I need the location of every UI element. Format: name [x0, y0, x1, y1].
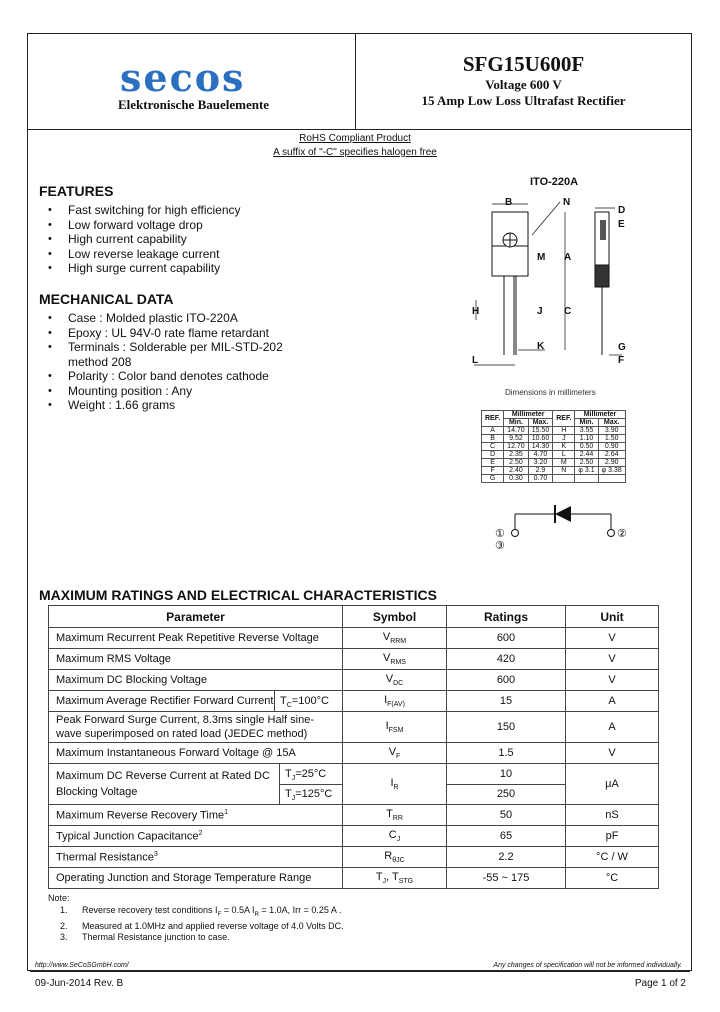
table-row: Maximum RMS Voltage $V_{RMS}$ 420 V	[49, 649, 659, 670]
dim-label-f: F	[618, 355, 625, 366]
list-item: • High surge current capability	[48, 261, 241, 276]
pin-2-label: ②	[617, 528, 627, 540]
dim-label-b: B	[505, 197, 513, 208]
list-item: • Epoxy : UL 94V-0 rate flame retardant	[48, 326, 308, 341]
table-row: B 9.52 10.60 J 1.10 1.50	[482, 435, 626, 443]
company-logo: secos	[120, 55, 246, 100]
table-row: C 12.70 14.30 K 0.50 0.90	[482, 443, 626, 451]
list-item: • Fast switching for high efficiency	[48, 203, 241, 218]
footer-page: Page 1 of 2	[634, 978, 686, 989]
features-list	[48, 203, 241, 276]
dim-label-j: J	[537, 306, 543, 317]
table-row: Thermal Resistance$^3$ $R_{\theta JC}$ 2.2 °C / W	[49, 847, 659, 868]
dim-label-d: D	[618, 205, 626, 216]
mechanical-list	[48, 311, 308, 413]
dim-label-a: A	[564, 252, 572, 263]
note-item: 1. Reverse recovery test conditions $I_F = 0.5A$ $I_R = 1.0A$, Irr = 0.25 A .	[60, 904, 342, 918]
dim-label-l: L	[472, 355, 479, 366]
footer-disclaimer: Any changes of specification will not be informed individually.	[493, 962, 682, 969]
list-item: • Case : Molded plastic ITO-220A	[48, 311, 308, 326]
table-row: Maximum DC Blocking Voltage $V_{DC}$ 600 V	[49, 670, 659, 691]
dim-label-e: E	[618, 219, 625, 230]
note-item: 3. Thermal Resistance junction to case.	[60, 932, 230, 943]
pin-3-label: ③	[495, 540, 505, 552]
notes: Note: 1. Reverse recovery test conditions $I_F = 0.5A$ $I_R = 1.0A$, Irr = 0.25 A . 2. Measured at 1.0MHz and applied reverse voltage of 4.0 Volts DC. 3. Thermal Resistance junction to case.	[48, 893, 344, 943]
table-row: Maximum Instantaneous Forward Voltage @ 15A $V_F$ 1.5 V	[49, 743, 659, 764]
table-row: Maximum DC Reverse Current at Rated DC Blocking Voltage $T_J=25^\circ C$ $T_J=125^\circ C$ $I_R$ 10 250 μA	[49, 764, 659, 805]
dim-label-m: M	[537, 252, 546, 263]
table-row: Operating Junction and Storage Temperature Range $T_J$, $T_{STG}$ -55 ~ 175 °C	[49, 868, 659, 889]
voltage-rating: Voltage 600 V	[485, 77, 562, 92]
ratings-table	[48, 605, 659, 889]
list-item: • Mounting position : Any	[48, 384, 308, 399]
dim-header-mm: Millimeter	[504, 411, 553, 419]
list-item: • Low forward voltage drop	[48, 218, 241, 233]
dim-label-g: G	[618, 342, 626, 353]
dimensions-note: Dimensions in millimeters	[505, 388, 596, 397]
dimension-table	[481, 410, 626, 483]
table-row: F 2.40 2.9 N φ 3.1 φ 3.38	[482, 467, 626, 475]
logo-subtitle: Elektronische Bauelemente	[118, 97, 270, 112]
dim-header-mm: Millimeter	[575, 411, 625, 419]
dim-label-c: C	[564, 306, 572, 317]
dim-label-k: K	[537, 341, 545, 352]
col-header-symbol: Symbol	[343, 606, 447, 628]
footer-divider	[30, 971, 690, 972]
table-row: E 2.50 3.20 M 2.50 2.90	[482, 459, 626, 467]
dim-label-h: H	[472, 306, 480, 317]
col-header-ratings: Ratings	[447, 606, 566, 628]
dim-header-ref: REF.	[553, 411, 575, 427]
list-item: • Low reverse leakage current	[48, 247, 241, 262]
package-drawing	[470, 190, 640, 380]
ratings-title: MAXIMUM RATINGS AND ELECTRICAL CHARACTERISTICS	[39, 587, 437, 603]
footer-date: 09-Jun-2014 Rev. B	[35, 978, 124, 989]
list-item: • Weight : 1.66 grams	[48, 398, 308, 413]
part-number: SFG15U600F	[462, 52, 585, 76]
dim-sub-max: Max.	[528, 419, 553, 427]
dim-sub-min: Min.	[575, 419, 598, 427]
halogen-line: A suffix of "-C" specifies halogen free	[273, 147, 437, 158]
mechanical-title: MECHANICAL DATA	[39, 291, 174, 307]
table-row: D 2.35 4.70 L 2.44 2.64	[482, 451, 626, 459]
table-row: Maximum Average Rectifier Forward Current $T_C=100^\circ C$ $I_{F(AV)}$ 15 A	[49, 691, 659, 712]
table-row: Peak Forward Surge Current, 8.3ms single Half sine-wave superimposed on rated load (JEDEC method) $I_{FSM}$ 150 A	[49, 712, 659, 743]
table-row: Typical Junction Capacitance$^2$ $C_J$ 65 pF	[49, 826, 659, 847]
list-item: • Terminals : Solderable per MIL-STD-202 method 208	[48, 340, 308, 369]
package-name: ITO-220A	[530, 176, 579, 188]
col-header-unit: Unit	[566, 606, 659, 628]
footer-url[interactable]: http://www.SeCoSGmbH.com/	[35, 962, 129, 969]
diode-symbol	[495, 500, 635, 550]
product-description: 15 Amp Low Loss Ultrafast Rectifier	[421, 93, 626, 108]
list-item: • Polarity : Color band denotes cathode	[48, 369, 308, 384]
dim-sub-max: Max.	[598, 419, 625, 427]
dim-label-n: N	[563, 197, 571, 208]
dim-header-ref: REF.	[482, 411, 504, 427]
note-item: 2. Measured at 1.0MHz and applied reverse voltage of 4.0 Volts DC.	[60, 920, 344, 931]
table-row: Maximum Recurrent Peak Repetitive Reverse Voltage $V_{RRM}$ 600 V	[49, 628, 659, 649]
table-row: A 14.70 15.50 H 3.55 3.90	[482, 427, 626, 435]
list-item: • High current capability	[48, 232, 241, 247]
dim-sub-min: Min.	[504, 419, 529, 427]
pin-1-label: ①	[495, 528, 505, 540]
features-title: FEATURES	[39, 183, 114, 199]
table-row: Maximum Reverse Recovery Time$^1$ $T_{RR}$ 50 nS	[49, 805, 659, 826]
table-row: G 0.30 0.70	[482, 475, 626, 483]
rohs-line: RoHS Compliant Product	[299, 133, 411, 144]
col-header-parameter: Parameter	[49, 606, 343, 628]
header-divider	[27, 129, 692, 130]
